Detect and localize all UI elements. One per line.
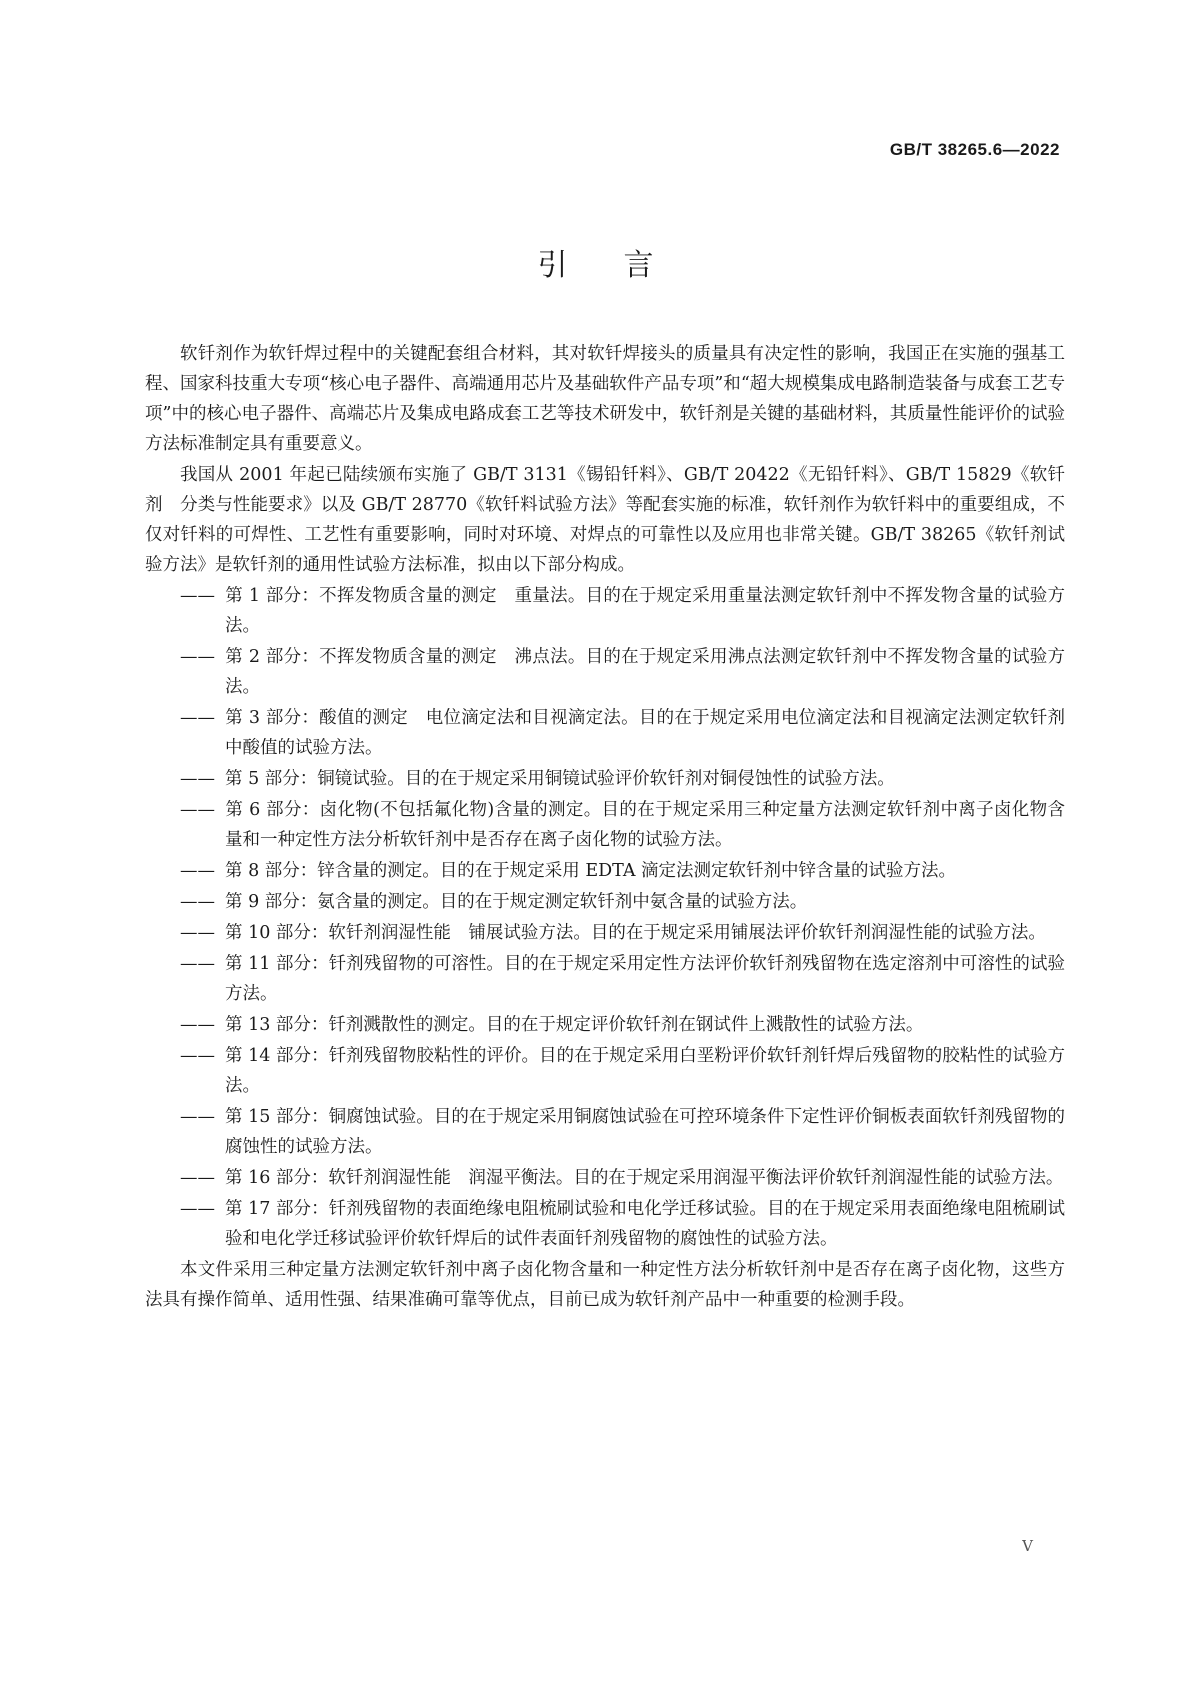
- dash-marker: ——: [180, 708, 215, 728]
- list-item: [145, 642, 1065, 702]
- dash-marker: ——: [180, 769, 215, 789]
- list-item: [145, 1194, 1065, 1254]
- list-item-text: 第 5 部分：铜镜试验。目的在于规定采用铜镜试验评价软钎剂对铜侵蚀性的试验方法。: [225, 769, 895, 789]
- list-item: [145, 1010, 1065, 1040]
- dash-marker: ——: [180, 1199, 215, 1219]
- list-item: [145, 581, 1065, 641]
- document-body: [145, 339, 1065, 1316]
- list-item: [145, 949, 1065, 1009]
- list-item: [145, 1102, 1065, 1162]
- dash-marker: ——: [180, 923, 215, 943]
- list-item-text: 第 2 部分：不挥发物质含量的测定 沸点法。目的在于规定采用沸点法测定软钎剂中不挥发物含量的试验方法。: [225, 647, 1065, 697]
- dash-marker: ——: [180, 892, 215, 912]
- list-item-text: 第 17 部分：钎剂残留物的表面绝缘电阻梳刷试验和电化学迁移试验。目的在于规定采用表面绝缘电阻梳刷试验和电化学迁移试验评价软钎焊后的试件表面钎剂残留物的腐蚀性的试验方法。: [225, 1199, 1065, 1249]
- dash-marker: ——: [180, 954, 215, 974]
- dash-marker: ——: [180, 1168, 215, 1188]
- list-item: [145, 1163, 1065, 1193]
- dash-marker: ——: [180, 800, 215, 820]
- list-item: [145, 1041, 1065, 1101]
- list-item-text: 第 16 部分：软钎剂润湿性能 润湿平衡法。目的在于规定采用润湿平衡法评价软钎剂润湿性能的试验方法。: [225, 1168, 1064, 1188]
- dash-marker: ——: [180, 861, 215, 881]
- dash-marker: ——: [180, 1015, 215, 1035]
- page-number: V: [1022, 1537, 1033, 1555]
- dash-marker: ——: [180, 647, 215, 667]
- list-item: [145, 795, 1065, 855]
- dash-marker: ——: [180, 1046, 215, 1066]
- list-item-text: 第 9 部分：氨含量的测定。目的在于规定测定软钎剂中氨含量的试验方法。: [225, 892, 808, 912]
- list-item-text: 第 1 部分：不挥发物质含量的测定 重量法。目的在于规定采用重量法测定软钎剂中不挥发物含量的试验方法。: [225, 586, 1065, 636]
- dash-marker: ——: [180, 586, 215, 606]
- dash-marker: ——: [180, 1107, 215, 1127]
- list-item-text: 第 8 部分：锌含量的测定。目的在于规定采用 EDTA 滴定法测定软钎剂中锌含量的试验方法。: [225, 861, 957, 881]
- list-item-text: 第 6 部分：卤化物(不包括氟化物)含量的测定。目的在于规定采用三种定量方法测定软钎剂中离子卤化物含量和一种定性方法分析软钎剂中是否存在离子卤化物的试验方法。: [225, 800, 1065, 850]
- parts-list: [145, 581, 1065, 1254]
- list-item: [145, 764, 1065, 794]
- list-item: [145, 856, 1065, 886]
- list-item-text: 第 13 部分：钎剂溅散性的测定。目的在于规定评价软钎剂在钢试件上溅散性的试验方法。: [225, 1015, 924, 1035]
- list-item: [145, 918, 1065, 948]
- intro-paragraph-1: 软钎剂作为软钎焊过程中的关键配套组合材料，其对软钎焊接头的质量具有决定性的影响，我国正在实施的强基工程、国家科技重大专项“核心电子器件、高端通用芯片及基础软件产品专项”和“超大规模集成电路制造装备与成套工艺专项”中的核心电子器件、高端芯片及集成电路成套工艺等技术研发中，软钎剂是关键的基础材料，其质量性能评价的试验方法标准制定具有重要意义。: [145, 344, 1065, 454]
- list-item-text: 第 3 部分：酸值的测定 电位滴定法和目视滴定法。目的在于规定采用电位滴定法和目视滴定法测定软钎剂中酸值的试验方法。: [225, 708, 1065, 758]
- list-item: [145, 887, 1065, 917]
- list-item-text: 第 15 部分：铜腐蚀试验。目的在于规定采用铜腐蚀试验在可控环境条件下定性评价铜板表面软钎剂残留物的腐蚀性的试验方法。: [225, 1107, 1065, 1157]
- page-title: 引言: [537, 248, 710, 283]
- list-item: [145, 703, 1065, 763]
- list-item-text: 第 11 部分：钎剂残留物的可溶性。目的在于规定采用定性方法评价软钎剂残留物在选定溶剂中可溶性的试验方法。: [225, 954, 1065, 1004]
- list-item-text: 第 10 部分：软钎剂润湿性能 铺展试验方法。目的在于规定采用铺展法评价软钎剂润湿性能的试验方法。: [225, 923, 1046, 943]
- intro-paragraph-2: 我国从 2001 年起已陆续颁布实施了 GB/T 3131《锡铅钎料》、GB/T 20422《无铅钎料》、GB/T 15829《软钎剂 分类与性能要求》以及 GB/T 28770《软钎料试验方法》等配套实施的标准，软钎剂作为软钎料中的重要组成，不仅对钎料的可焊性、工艺性有重要影响，同时对环境、对焊点的可靠性以及应用也非常关键。GB/T 38265《软钎剂试验方法》是软钎剂的通用性试验方法标准，拟由以下部分构成。: [145, 465, 1065, 575]
- list-item-text: 第 14 部分：钎剂残留物胶粘性的评价。目的在于规定采用白垩粉评价软钎剂钎焊后残留物的胶粘性的试验方法。: [225, 1046, 1065, 1096]
- standard-number: GB/T 38265.6—2022: [889, 140, 1060, 159]
- closing-paragraph: 本文件采用三种定量方法测定软钎剂中离子卤化物含量和一种定性方法分析软钎剂中是否存在离子卤化物，这些方法具有操作简单、适用性强、结果准确可靠等优点，目前已成为软钎剂产品中一种重要的检测手段。: [145, 1260, 1065, 1310]
